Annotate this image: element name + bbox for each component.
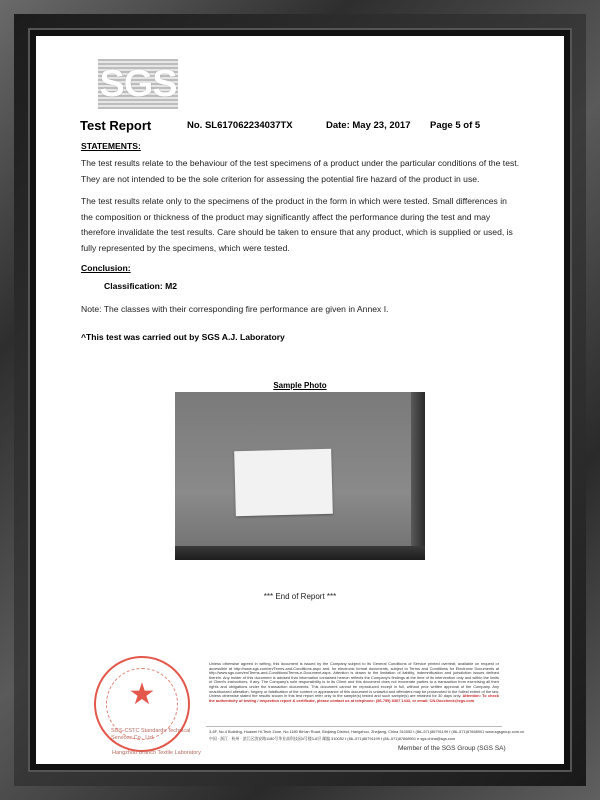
sample-photo-title: Sample Photo xyxy=(273,381,327,390)
report-date: Date: May 23, 2017 xyxy=(326,120,411,131)
photo-frame-bottom xyxy=(175,546,425,560)
footer-divider xyxy=(206,726,502,727)
page-number: Page 5 of 5 xyxy=(430,120,481,131)
conclusion-heading: Conclusion: xyxy=(81,263,131,273)
report-number: No. SL617062234037TX xyxy=(187,120,293,131)
disclaimer-text: Unless otherwise agreed in writing, this document is issued by the Company subject to its General Conditions of Service printed overleaf, available on request or accessible at http://www.sgs.com/en/Terms-and-Conditions.aspx and, for electronic format documents, subject to Terms and Conditions for Electronic Documents at http://www.sgs.com/en/Terms-and-Conditions/Terms-e-Document.aspx. Attention is drawn to the limitation of liability, indemnification and jurisdiction issues defined therein. Any holder of this document is advised that information contained hereon reflects the Company's findings at the time of its intervention only and within the limits of Client's instructions, if any. The Company's sole responsibility is to its Client and this document does not exonerate parties to a transaction from exercising all their rights and obligations under the transaction documents. This document cannot be reproduced except in full, without prior written approval of the Company. Any unauthorized alteration, forgery or falsification of the content or appearance of this document is unlawful and offenders may be prosecuted to the fullest extent of the law. Unless otherwise stated the results shown in this test report refer only to the sample(s) tested and such sample(s) are retained for 30 days only. xyxy=(209,661,499,699)
classification: Classification: M2 xyxy=(104,281,178,291)
footer-disclaimer xyxy=(209,662,499,703)
sample-specimen xyxy=(234,449,333,517)
sgs-group-membership: Member of the SGS Group (SGS SA) xyxy=(398,745,506,752)
end-of-report: *** End of Report *** xyxy=(263,592,337,601)
photo-frame-edge xyxy=(411,392,425,560)
report-title: Test Report xyxy=(80,118,152,133)
address-english: 3-6F, No.4 Building, Huawei Hi-Tech Zone, No.1180 Bin'an Road, Binjiang District, Hangzhou, Zhejiang, China 310052 t (86–571)86791199 f (86–571)87668901 www.sgsgroup.com.cn xyxy=(209,729,525,734)
seal-star-icon: ★ xyxy=(128,678,156,711)
address-chinese: 中国 · 浙江 · 杭州 · 滨江区滨安路1180号华业高科技园4号楼3-6层 邮编 310052 t (86–571)86791199 f (86–571)87668901 e sgs.china@sgs.com xyxy=(209,736,456,741)
sgs-logo xyxy=(98,59,178,109)
authenticity-notice: Attention: To check the authenticity of testing / inspection report & certificate, please contact us at telephone: (86-755) 8307 1443, or email: CN.Doccheck@sgs.com xyxy=(209,693,499,703)
lab-note: ^This test was carried out by SGS A.J. Laboratory xyxy=(81,332,285,342)
statements-paragraph-2: The test results relate only to the specimens of the product in the form in which were tested. Small differences in the composition or thickness of the product may significantly affect the performance during the test and may therefore invalidate the test results. Care should be taken to ensure that any product, which is supplied or used, is fully represented by the specimens, which were tested. xyxy=(81,196,513,253)
seal-company-name: SGS-CSTC Standards Technical Services Co., Ltd. xyxy=(111,728,191,741)
annex-note: Note: The classes with their corresponding fire performance are given in Annex I. xyxy=(81,304,389,314)
statements-heading: STATEMENTS: xyxy=(81,141,141,151)
report-page xyxy=(36,36,564,764)
seal-laboratory: Hangzhou Branch Textile Laboratory xyxy=(112,750,201,756)
statements-paragraph-1: The test results relate to the behaviour of the test specimens of a product under the particular conditions of the test. They are not intended to be the sole criterion for assessing the potential fire hazard of the product in use. xyxy=(81,158,520,184)
sample-photo xyxy=(175,392,425,560)
sgs-logo-text: SGS xyxy=(99,62,177,105)
